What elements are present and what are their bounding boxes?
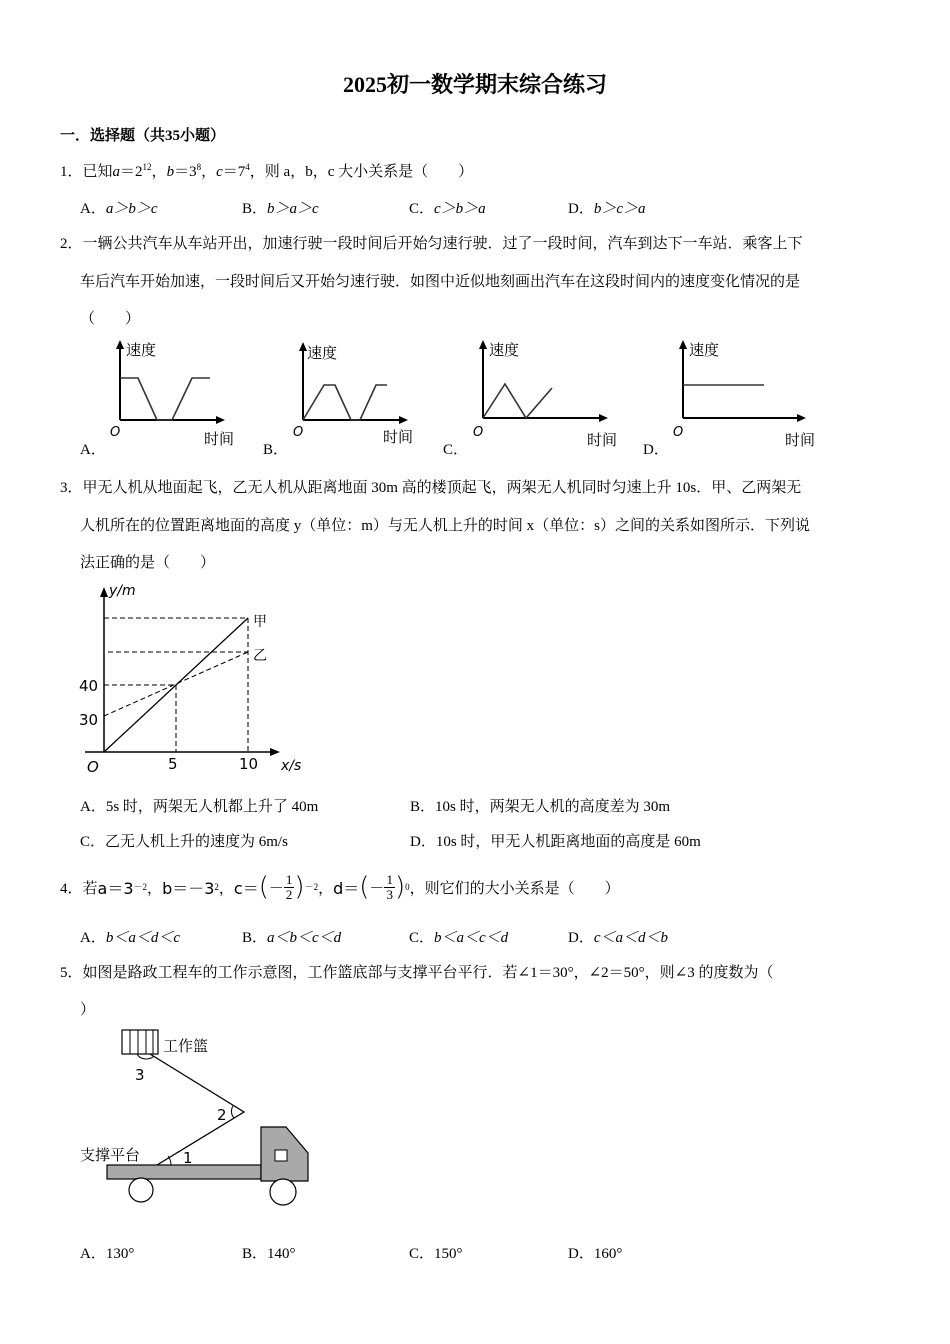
question-2-line-1: 2．一辆公共汽车从车站开出，加速行驶一段时间后开始匀速行驶．过了一段时间，汽车到达下一车站．乘客上下 — [60, 236, 803, 252]
q3-option-d[interactable]: D．10s 时，甲无人机距离地面的高度是 60m — [410, 834, 701, 850]
q4-option-a[interactable]: A．b＜a＜d＜c — [80, 930, 181, 946]
svg-text:速度: 速度 — [307, 344, 338, 362]
svg-text:速度: 速度 — [126, 341, 157, 359]
question-3-line-2: 人机所在的位置距离地面的高度 y（单位：m）与无人机上升的时间 x（单位：s）之间的关系如图所示．下列说 — [80, 518, 811, 534]
q3-option-b[interactable]: B．10s 时，两架无人机的高度差为 30m — [410, 799, 671, 815]
svg-text:甲: 甲 — [253, 614, 267, 630]
q1-option-c[interactable]: C．c＞b＞a — [409, 201, 486, 217]
q1-option-d[interactable]: D．b＞c＞a — [568, 201, 646, 217]
svg-text:乙: 乙 — [253, 648, 267, 664]
q2-graph-a — [100, 338, 270, 453]
svg-text:1: 1 — [183, 1149, 193, 1167]
svg-text:40: 40 — [79, 677, 99, 695]
svg-text:x/s: x/s — [281, 758, 302, 774]
question-4-stem: 4． 若 a＝3 －2 ， b＝－3 2 ， c＝ ( － $\frac{1}{2}$ ) －2 ， d＝ ( － $\frac{1}{3}$ ) 0 ，则它们的大小关系是（ ） — [60, 871, 620, 902]
q5-truck-figure — [75, 1020, 325, 1210]
q2-graph-d — [661, 338, 831, 453]
svg-text:工作篮: 工作篮 — [163, 1037, 209, 1055]
question-2-line-3: （ ） — [80, 311, 141, 327]
svg-text:时间: 时间 — [587, 431, 618, 449]
svg-text:O: O — [293, 425, 304, 440]
svg-text:速度: 速度 — [689, 341, 720, 359]
q3-option-c[interactable]: C．乙无人机上升的速度为 6m/s — [80, 834, 288, 850]
svg-text:O: O — [673, 425, 684, 440]
svg-text:时间: 时间 — [204, 430, 235, 448]
q4-option-b[interactable]: B．a＜b＜c＜d — [242, 930, 342, 946]
question-1-stem: 1．已知$a=2^{12}$，$b=3^8$，$c=7^4$，则 a，b，c 大小关系是（ ） — [60, 162, 474, 180]
page-title: 2025初一数学期末综合练习 — [342, 72, 607, 97]
svg-text:支撑平台: 支撑平台 — [80, 1146, 141, 1164]
q2-graph-c — [463, 338, 633, 453]
svg-text:O: O — [87, 758, 99, 776]
svg-text:时间: 时间 — [383, 428, 414, 446]
svg-text:2: 2 — [217, 1106, 227, 1124]
question-2-line-2: 车后汽车开始加速，一段时间后又开始匀速行驶．如图中近似地刻画出汽车在这段时间内的速度变化情况的是 — [80, 274, 801, 290]
section-heading: 一．选择题（共35小题） — [60, 128, 226, 144]
q5-option-c[interactable]: C．150° — [409, 1246, 463, 1262]
question-5-line-1: 5．如图是路政工程车的工作示意图，工作篮底部与支撑平台平行．若∠1＝30°，∠2＝50°，则∠3 的度数为（ — [60, 965, 774, 981]
question-5-line-2: ） — [80, 1002, 96, 1018]
svg-text:O: O — [110, 425, 121, 440]
q5-option-d[interactable]: D．160° — [568, 1246, 623, 1262]
svg-text:y/m: y/m — [109, 583, 136, 599]
svg-text:3: 3 — [135, 1066, 145, 1084]
svg-text:O: O — [473, 425, 484, 440]
q5-option-a[interactable]: A．130° — [80, 1246, 135, 1262]
question-3-line-1: 3．甲无人机从地面起飞，乙无人机从距离地面 30m 高的楼顶起飞，两架无人机同时匀速上升 10s．甲、乙两架无 — [60, 480, 802, 496]
q1-option-b[interactable]: B．b＞a＞c — [242, 201, 319, 217]
question-3-line-3: 法正确的是（ ） — [80, 555, 216, 571]
q4-option-d[interactable]: D．c＜a＜d＜b — [568, 930, 669, 946]
svg-text:5: 5 — [168, 755, 178, 773]
svg-text:时间: 时间 — [785, 431, 816, 449]
q4-option-c[interactable]: C．b＜a＜c＜d — [409, 930, 509, 946]
svg-text:30: 30 — [79, 711, 99, 729]
svg-text:10: 10 — [239, 755, 259, 773]
q2-graph-b — [283, 338, 453, 453]
q3-option-a[interactable]: A．5s 时，两架无人机都上升了 40m — [80, 799, 319, 815]
svg-text:速度: 速度 — [489, 341, 520, 359]
q1-option-a[interactable]: A．a＞b＞c — [80, 201, 158, 217]
q3-height-time-chart — [75, 575, 315, 780]
q5-option-b[interactable]: B．140° — [242, 1246, 296, 1262]
